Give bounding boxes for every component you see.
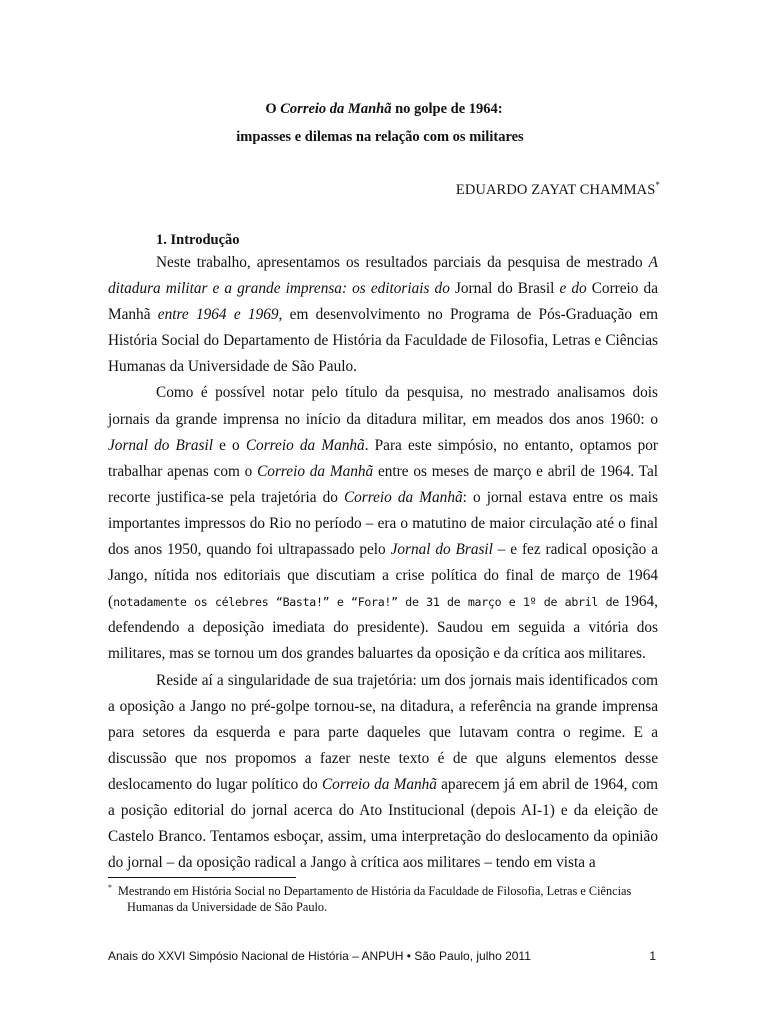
- text-run: Jornal do Brasil: [449, 280, 560, 298]
- paragraph-3: [108, 668, 658, 877]
- text-run: e o: [212, 436, 246, 454]
- text-run: Neste trabalho, apresentamos os resultados parciais da pesquisa de mestrado: [156, 254, 649, 271]
- body-text: [108, 250, 658, 876]
- title-part1: O: [265, 101, 281, 117]
- text-run: Como é possível notar pelo título da pesquisa, no mestrado analisamos dois jornais da grande imprensa no início da ditadura militar, em meados dos anos 1960: o: [108, 384, 658, 428]
- page-subtitle: impasses e dilemas na relação com os militares: [236, 129, 524, 145]
- text-run-italic: Jornal do Brasil: [108, 436, 213, 454]
- text-run-monospace: notadamente os célebres “Basta!” e “Fora!” de 31 de março e 1º de abril de: [113, 595, 619, 610]
- footnote-mark: *: [108, 883, 112, 892]
- text-run-italic: Correio da Manhã: [257, 462, 374, 480]
- text-run: entre os meses de março e abril de 1964. Tal recorte justifica-se pela trajetória do: [108, 462, 658, 506]
- text-run: , em desenvolvimento no Programa de Pós-Graduação em História Social do Departamento de História da Faculdade de Filosofia, Letras e Ciências Humanas da Universidade de São Paulo.: [108, 306, 658, 376]
- section-heading: 1. Introdução: [156, 232, 240, 248]
- footnote: [108, 883, 660, 915]
- text-run: – e fez radical oposição a Jango, nítida nos editoriais que discutiam a crise política do final de março de 1964 (: [108, 541, 658, 611]
- text-run-italic: Correio da Manhã: [245, 436, 365, 454]
- text-run: . Para este simpósio, no entanto, optamos por trabalhar apenas com o: [108, 436, 658, 480]
- text-run-italic: entre 1964 e 1969: [157, 306, 279, 324]
- text-run-italic: A ditadura militar e a grande imprensa: os editoriais do: [108, 254, 658, 298]
- text-run-italic: e do: [559, 280, 587, 298]
- author-name: [456, 180, 660, 199]
- page-footer: Anais do XXVI Simpósio Nacional de História – ANPUH • São Paulo, julho 2011: [108, 949, 531, 963]
- footnote-line-1: Mestrando em História Social no Departamento de História da Faculdade de Filosofia, Letras e Ciências: [118, 884, 632, 898]
- title-italic: Correio da Manhã: [280, 101, 392, 117]
- text-run: aparecem já em abril de 1964, com a posição editorial do jornal acerca do Ato Institucional (depois AI-1) e da eleição de Castelo Branco. Tentamos esboçar, assim, uma interpretação do deslocamento da opinião do jornal – da oposição radical a Jango à crítica aos militares – tendo em vista a: [108, 775, 658, 872]
- text-run: Reside aí a singularidade de sua trajetória: um dos jornais mais identificados com a oposição a Jango no pré-golpe tornou-se, na ditadura, a referência na grande imprensa para setores da esquerda e para parte daqueles que lutavam contra o regime. E a discussão que nos propomos a fazer neste texto é de que alguns elementos desse deslocamento do lugar político do: [108, 671, 658, 793]
- paragraph-1: [108, 250, 658, 380]
- text-run-italic: Jornal do Brasil: [390, 541, 493, 559]
- text-run-italic: Correio da Manhã: [321, 775, 437, 793]
- title-part2: no golpe de 1964:: [391, 101, 503, 117]
- text-run: : o jornal estava entre os mais importantes impressos do Rio no período – era o matutino de maior circulação até o final dos anos 1950, quando foi ultrapassado pelo: [108, 488, 658, 559]
- page-number: 1: [649, 949, 656, 963]
- footnote-line-2: Humanas da Universidade de São Paulo.: [127, 900, 328, 914]
- author-text: EDUARDO ZAYAT CHAMMAS: [455, 182, 656, 198]
- footnote-divider: [108, 877, 296, 878]
- page-title: [0, 101, 768, 118]
- author-footnote-mark: *: [655, 180, 660, 190]
- text-run-italic: Correio da Manhã: [343, 488, 463, 506]
- text-run: 1964, defendendo a deposição imediata do presidente). Saudou em seguida a vitória dos militares, mas se tornou um dos grandes baluartes da oposição e da crítica aos militares.: [108, 593, 659, 663]
- text-run: Correio da Manhã: [108, 280, 658, 324]
- paragraph-2: [108, 380, 658, 667]
